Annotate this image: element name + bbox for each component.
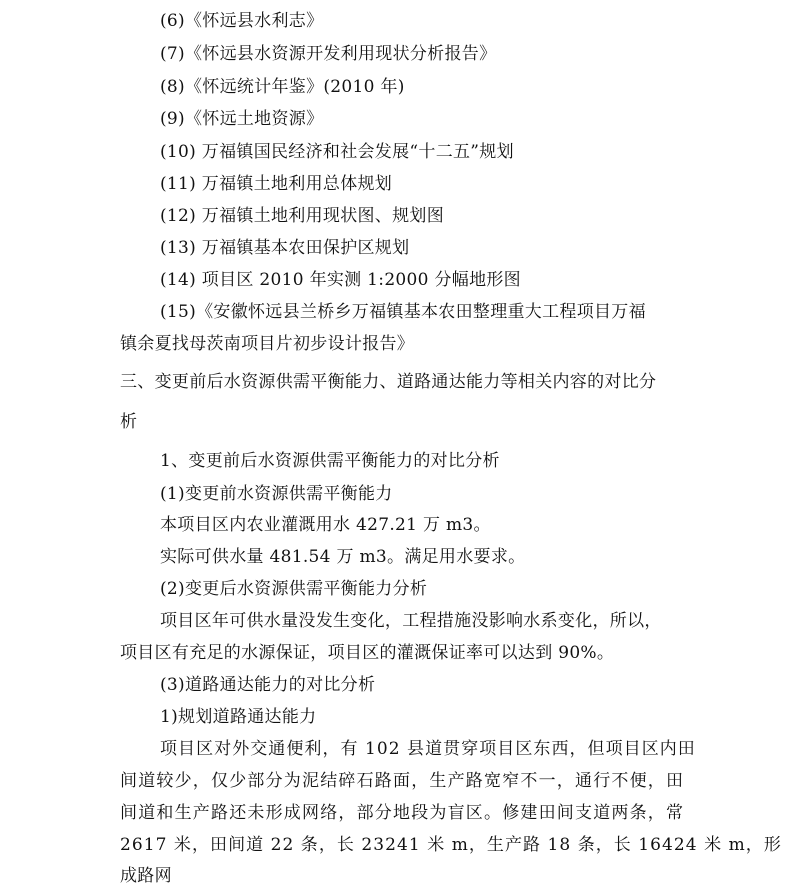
subsection-title: 1、变更前后水资源供需平衡能力的对比分析: [160, 451, 500, 471]
reference-item-8: (8)《怀远统计年鉴》(2010 年): [160, 77, 405, 97]
reference-item-15-cont: 镇余夏找母茨南项目片初步设计报告》: [120, 334, 415, 354]
subsection-item-title: (2)变更后水资源供需平衡能力分析: [160, 579, 428, 599]
reference-item-7: (7)《怀远县水资源开发利用现状分析报告》: [160, 44, 497, 64]
water-supply-text: 实际可供水量 481.54 万 m3。满足用水要求。: [160, 547, 526, 567]
paragraph-line: 成路网: [120, 866, 172, 886]
reference-item-6: (6)《怀远县水利志》: [160, 11, 324, 31]
subsection-item-title: 1)规划道路通达能力: [160, 707, 317, 727]
reference-item-11: (11) 万福镇土地利用总体规划: [160, 174, 393, 194]
paragraph-line: 间道较少，仅少部分为泥结碎石路面，生产路宽窄不一，通行不便，田: [120, 771, 685, 791]
subsection-item-title: (3)道路通达能力的对比分析: [160, 675, 376, 695]
reference-item-12: (12) 万福镇土地利用现状图、规划图: [160, 206, 444, 226]
irrigation-demand-text: 本项目区内农业灌溉用水 427.21 万 m3。: [160, 515, 491, 535]
paragraph-line: 项目区对外交通便利，有 102 县道贯穿项目区东西，但项目区内田: [160, 739, 696, 759]
subsection-item-title: (1)变更前水资源供需平衡能力: [160, 484, 393, 504]
reference-item-13: (13) 万福镇基本农田保护区规划: [160, 238, 410, 258]
paragraph-line: 间道和生产路还未形成网络，部分地段为盲区。修建田间支道两条，常: [120, 803, 685, 823]
reference-item-10: (10) 万福镇国民经济和社会发展“十二五”规划: [160, 142, 514, 162]
paragraph-line: 项目区有充足的水源保证，项目区的灌溉保证率可以达到 90%。: [120, 643, 615, 663]
paragraph-line: 2617 米，田间道 22 条，长 23241 米 m，生产路 18 条，长 16424 米 m，形: [120, 835, 782, 855]
reference-item-14: (14) 项目区 2010 年实测 1:2000 分幅地形图: [160, 270, 521, 290]
section-heading-cont: 析: [120, 412, 138, 432]
reference-item-15: (15)《安徽怀远县兰桥乡万福镇基本农田整理重大工程项目万福: [160, 302, 646, 322]
section-heading: 三、变更前后水资源供需平衡能力、道路通达能力等相关内容的对比分: [120, 372, 657, 392]
paragraph-line: 项目区年可供水量没发生变化，工程措施没影响水系变化，所以，: [160, 611, 662, 631]
reference-item-9: (9)《怀远土地资源》: [160, 109, 324, 129]
